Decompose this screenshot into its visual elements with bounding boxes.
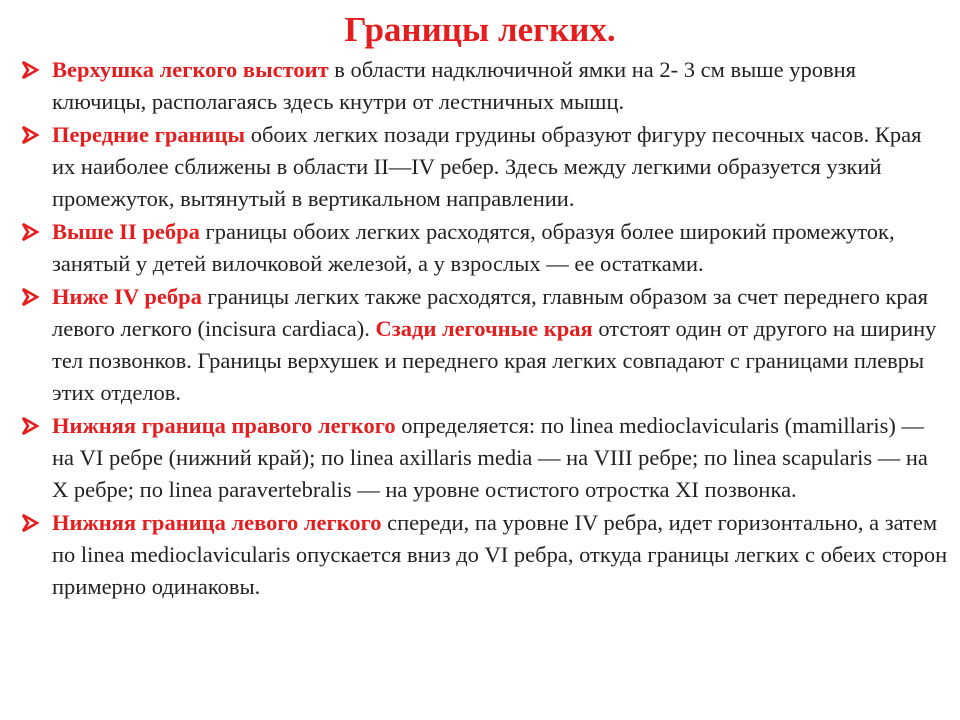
item-highlight: Ниже IV ребра [52,284,202,309]
item-highlight: Нижняя граница правого легкого [52,413,396,438]
item-highlight: Нижняя граница левого легкого [52,510,382,535]
arrow-bullet-icon [20,119,46,151]
item-text: обоих легких позади грудины образуют фигуру песочных часов. Края их наиболее сближены в области II—IV ребер. Здесь между легкими образуется узкий промежуток, вытянутый в вертикальном направлении. [52,122,922,211]
arrow-bullet-icon [20,281,46,313]
arrow-bullet-icon [20,507,46,539]
item-text: границы легких также расходятся, главным образом за счет переднего края левого легкого (incisura cardiaca). [52,284,929,341]
list-item [18,54,948,118]
arrow-bullet-icon [20,54,46,86]
list-item [18,281,948,409]
list-item [18,119,948,215]
arrow-bullet-icon [20,216,46,248]
item-text: определяется: по linea medioclavicularis (mamillaris) — на VI ребре (нижний край); по linea axillaris media — на VIII ребре; по linea scapularis — на X ребре; по linea paravertebralis — на уровне остистого отростка XI позвонка. [52,413,928,502]
item-text-secondary: отстоят один от другого на ширину тел позвонков. Границы верхушек и переднего края легких совпадают с границами плевры этих отделов. [52,316,937,405]
bullet-list [18,54,948,604]
list-item [18,216,948,280]
item-highlight-secondary: Сзади легочные края [375,316,593,341]
slide-title: Границы легких. [344,10,616,49]
item-highlight: Верхушка легкого выстоит [52,57,329,82]
arrow-bullet-icon [20,410,46,442]
item-highlight: Выше II ребра [52,219,200,244]
list-item [18,410,948,506]
item-highlight: Передние границы [52,122,246,147]
item-text: спереди, па уровне IV ребра, идет горизонтально, а затем по linea medioclavicularis опускается вниз до VI ребра, откуда границы легких с обеих сторон примерно одинаковы. [52,510,948,599]
item-text: границы обоих легких расходятся, образуя более широкий промежуток, занятый у детей вилочковой железой, а у взрослых — ее остатками. [52,219,895,276]
item-text: в области надключичной ямки на 2- 3 см выше уровня ключицы, располагаясь здесь кнутри от лестничных мышц. [52,57,856,114]
list-item [18,507,948,603]
